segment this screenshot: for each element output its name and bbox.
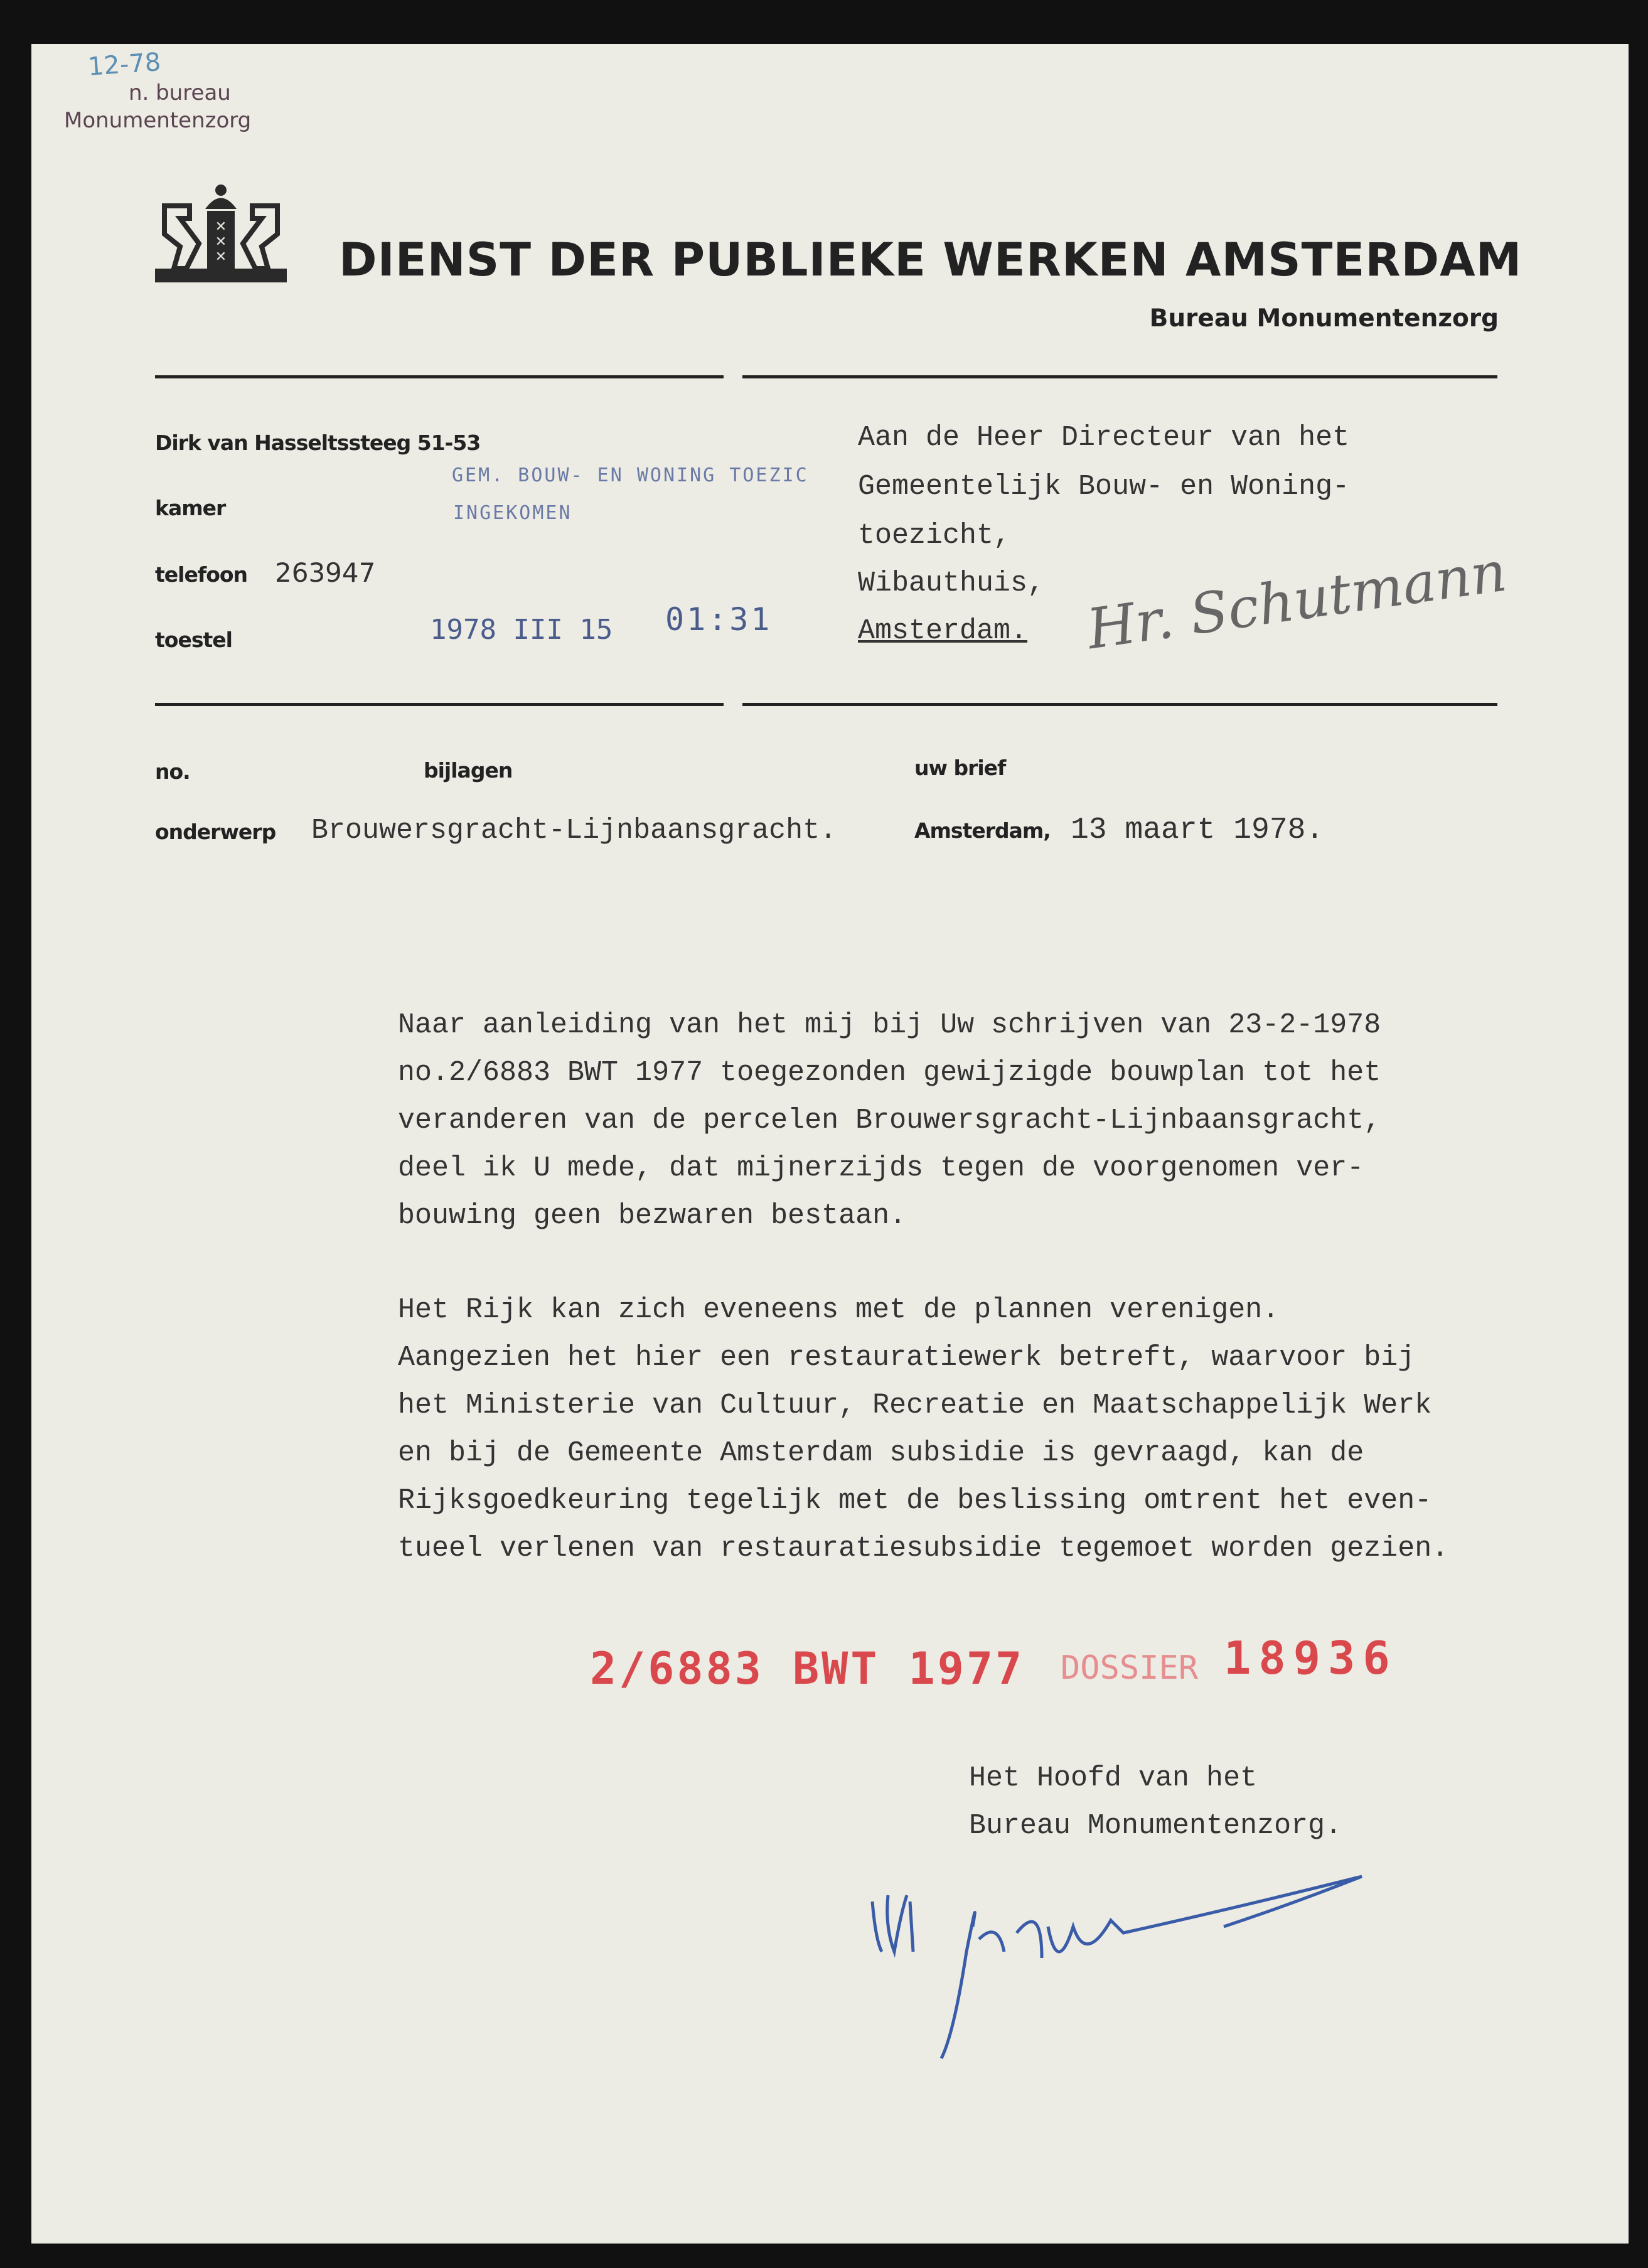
uw-brief-label: uw brief [914, 756, 1006, 780]
onderwerp-value: Brouwersgracht-Lijnbaansgracht. [311, 815, 837, 847]
received-stamp-line: GEM. BOUW- EN WONING TOEZIC [452, 464, 809, 486]
body-line: het Ministerie van Cultuur, Recreatie en Maatschappelijk Werk [398, 1389, 1432, 1421]
svg-text:✕: ✕ [215, 249, 227, 265]
divider [742, 703, 1497, 706]
dossier-label-stamp: DOSSIER [1061, 1649, 1199, 1687]
body-paragraph-2 [398, 1286, 1448, 1573]
recipient-line: Wibauthuis, [858, 567, 1045, 599]
body-line: bouwing geen bezwaren bestaan. [398, 1200, 907, 1232]
body-line: Rijksgoedkeuring tegelijk met de beslissing omtrent het even- [398, 1485, 1432, 1517]
body-line: veranderen van de percelen Brouwersgracht-Lijnbaansgracht, [398, 1105, 1381, 1137]
sender-address: Dirk van Hasseltssteeg 51-53 [155, 431, 481, 455]
letterhead-subtitle: Bureau Monumentenzorg [1149, 304, 1499, 333]
body-line: Aangezien het hier een restauratiewerk betreft, waarvoor bij [398, 1342, 1415, 1374]
svg-text:✕: ✕ [215, 234, 227, 250]
recipient-line: Gemeentelijk Bouw- en Woning- [858, 471, 1350, 503]
body-line: tueel verlenen van restauratiesubsidie tegemoet worden gezien. [398, 1533, 1449, 1565]
body-paragraph-1 [398, 1002, 1381, 1240]
bijlagen-label: bijlagen [424, 758, 513, 783]
letter-date: 13 maart 1978. [1071, 813, 1324, 847]
stamp-line: Monumentenzorg [64, 108, 252, 133]
recipient-line: toezicht, [858, 520, 1011, 552]
telefoon-label: telefoon [155, 562, 248, 587]
handwritten-date: 12-78 [87, 48, 162, 82]
received-stamp-date: 1978 III 15 [430, 614, 613, 646]
no-label: no. [155, 759, 190, 784]
toestel-label: toestel [155, 628, 232, 652]
received-stamp-number: 01:31 [665, 601, 773, 638]
onderwerp-label: onderwerp [155, 820, 276, 844]
closing-line: Het Hoofd van het [969, 1762, 1258, 1794]
divider [742, 375, 1497, 378]
recipient-line: Aan de Heer Directeur van het [858, 422, 1350, 454]
file-reference-stamp: 2/6883 BWT 1977 [590, 1643, 1025, 1694]
body-line: no.2/6883 BWT 1977 toegezonden gewijzigde bouwplan tot het [398, 1057, 1381, 1089]
body-line: Het Rijk kan zich eveneens met de plannen verenigen. [398, 1294, 1280, 1326]
body-line: Naar aanleiding van het mij bij Uw schrijven van 23-2-1978 [398, 1009, 1381, 1041]
signature-image [866, 1858, 1374, 2071]
place-label: Amsterdam, [914, 818, 1051, 843]
received-stamp-line: INGEKOMEN [453, 502, 572, 524]
divider [155, 375, 724, 378]
body-line: en bij de Gemeente Amsterdam subsidie is gevraagd, kan de [398, 1437, 1364, 1469]
recipient-city: Amsterdam. [858, 615, 1028, 647]
dossier-number-stamp: 18936 [1224, 1632, 1398, 1684]
stamp-line: n. bureau [129, 80, 231, 105]
letterhead-title: DIENST DER PUBLIEKE WERKEN AMSTERDAM [339, 233, 1522, 287]
closing-line: Bureau Monumentenzorg. [969, 1810, 1342, 1842]
divider [155, 703, 724, 706]
coat-of-arms-logo [152, 181, 290, 284]
body-line: deel ik U mede, dat mijnerzijds tegen de voorgenomen ver- [398, 1152, 1364, 1184]
handwritten-recipient: Hr. Schutmann [1083, 538, 1511, 662]
svg-text:✕: ✕ [215, 219, 227, 235]
telefoon-value: 263947 [275, 557, 376, 588]
kamer-label: kamer [155, 496, 226, 520]
